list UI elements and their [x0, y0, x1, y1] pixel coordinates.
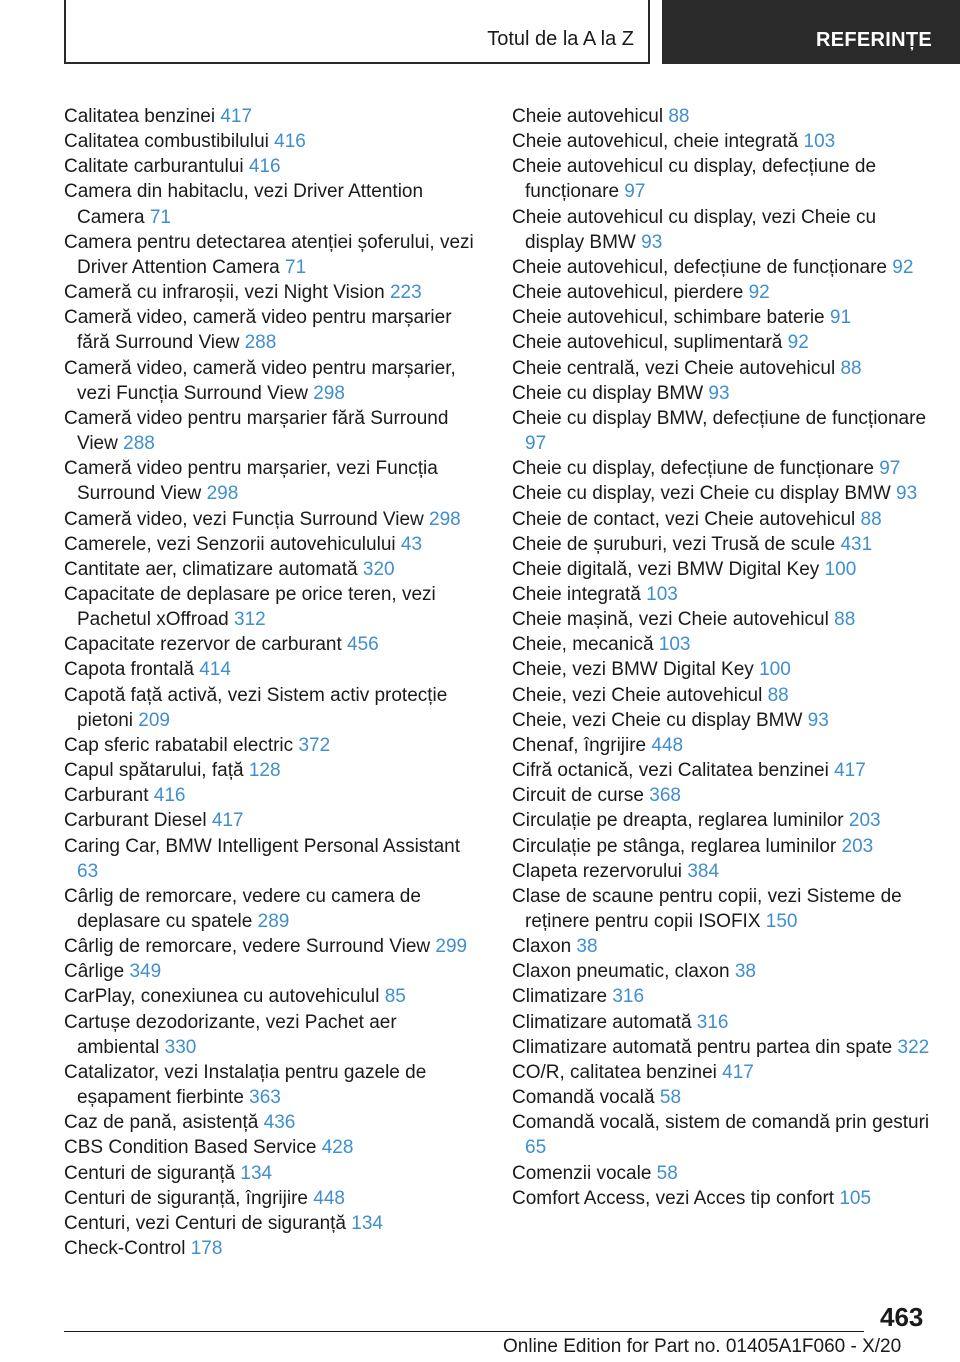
page-reference-link[interactable]: 93 — [708, 382, 730, 404]
index-term: Cheie cu display, defecțiune de funcționare — [512, 458, 880, 480]
index-term: CBS Condition Based Service — [64, 1137, 322, 1159]
index-entry — [64, 1186, 484, 1211]
index-entry — [512, 859, 932, 884]
page-reference-link[interactable]: 93 — [807, 709, 829, 731]
index-entry — [64, 456, 484, 506]
index-entry — [512, 783, 932, 808]
index-entry — [64, 356, 484, 406]
index-entry — [512, 356, 932, 381]
index-entry — [512, 1010, 932, 1035]
page-number: 463 — [880, 1302, 924, 1332]
page-reference-link[interactable]: 428 — [321, 1137, 354, 1159]
page-reference-link[interactable]: 85 — [384, 986, 406, 1008]
page-reference-link[interactable]: 203 — [841, 835, 874, 857]
index-term: Centuri de siguranță, îngrijire — [64, 1187, 314, 1209]
page-reference-link[interactable]: 100 — [759, 659, 791, 681]
index-term: Cameră video, cameră video pentru marșarier fără Surround View — [64, 307, 452, 354]
page-reference-link[interactable]: 417 — [220, 106, 253, 127]
page-reference-link[interactable]: 456 — [347, 634, 379, 656]
index-entry — [512, 406, 932, 456]
index-term: Cheie, mecanică — [512, 634, 659, 656]
index-entry — [64, 783, 484, 808]
index-term: Cârlig de remorcare, vedere Surround View — [64, 936, 436, 958]
page-reference-link[interactable]: 316 — [612, 986, 645, 1008]
header-chapter-tab — [662, 0, 960, 64]
index-term: Cheie autovehicul, schimbare baterie — [512, 307, 830, 329]
footer-edition-text: Online Edition for Part no. 01405A1F060 - X/20 — [503, 1336, 902, 1357]
index-entry — [512, 507, 932, 532]
index-term: Circuit de curse — [512, 785, 650, 807]
page-reference-link[interactable]: 92 — [748, 282, 770, 304]
index-entry — [64, 1135, 484, 1160]
index-term: Climatizare automată — [512, 1011, 697, 1033]
index-entry — [512, 456, 932, 481]
index-entry — [512, 1035, 932, 1060]
index-entry — [64, 1010, 484, 1060]
index-entry — [64, 179, 484, 229]
index-term: Cârlig de remorcare, vedere cu camera de deplasare cu spatele — [64, 885, 421, 932]
page-reference-link[interactable]: 288 — [244, 332, 277, 354]
index-term: Cheie, vezi Cheie cu display BMW — [512, 709, 808, 731]
page-reference-link[interactable]: 299 — [435, 936, 468, 958]
index-entry — [512, 104, 932, 129]
page-reference-link[interactable]: 88 — [834, 609, 856, 631]
page-reference-link[interactable]: 384 — [687, 860, 720, 882]
index-term: Cheie autovehicul, suplimentară — [512, 332, 788, 354]
index-term: Cheie cu display BMW, defecțiune de funcționare — [512, 407, 927, 429]
page-reference-link[interactable]: 448 — [651, 734, 684, 756]
index-term: Circulație pe dreapta, reglarea luminilor — [512, 810, 849, 832]
page-reference-link[interactable]: 289 — [257, 911, 290, 932]
page-reference-link[interactable]: 298 — [313, 382, 345, 404]
index-term: Cheie, vezi BMW Digital Key — [512, 659, 760, 681]
index-term: Cheie autovehicul — [512, 106, 669, 127]
index-term: Cheie de contact, vezi Cheie autovehicul — [512, 508, 861, 530]
index-term: Cheie cu display, vezi Cheie cu display BMW — [512, 483, 897, 505]
page-reference-link[interactable]: 203 — [848, 810, 881, 832]
index-entry — [512, 330, 932, 355]
page-reference-link[interactable]: 330 — [164, 1036, 197, 1058]
index-entry — [512, 632, 932, 657]
index-term: Cheie autovehicul, cheie integrată — [512, 131, 804, 153]
index-term: Cheie autovehicul cu display, vezi Cheie cu display BMW — [512, 206, 877, 253]
index-term: Cheie autovehicul, defecțiune de funcționare — [512, 256, 893, 278]
index-entry — [512, 758, 932, 783]
page-reference-link[interactable]: 93 — [896, 483, 918, 505]
index-term: Cheie mașină, vezi Cheie autovehicul — [512, 609, 835, 631]
index-entry — [512, 280, 932, 305]
index-term: Cartușe dezodorizante, vezi Pachet aer ambiental — [64, 1011, 397, 1058]
index-term: Cameră video, cameră video pentru marșarier, vezi Funcția Surround View — [64, 357, 456, 404]
index-term: Cheie autovehicul, pierdere — [512, 282, 749, 304]
index-term: Carburant Diesel — [64, 810, 212, 832]
index-term: Cheie centrală, vezi Cheie autovehicul — [512, 357, 841, 379]
page-reference-link[interactable]: 417 — [211, 810, 244, 832]
page-reference-link[interactable]: 88 — [767, 684, 789, 706]
page-reference-link[interactable]: 178 — [190, 1238, 223, 1260]
index-entry — [512, 557, 932, 582]
page-reference-link[interactable]: 128 — [248, 760, 281, 782]
index-entry — [512, 934, 932, 959]
index-entry — [64, 154, 484, 179]
index-entry — [64, 1060, 484, 1110]
page-reference-link[interactable]: 288 — [123, 433, 155, 455]
page-reference-link[interactable]: 105 — [839, 1187, 872, 1209]
index-term: Climatizare automată pentru partea din spate — [512, 1036, 898, 1058]
index-entry — [64, 984, 484, 1009]
index-term: Cheie cu display BMW — [512, 382, 709, 404]
header-section-title: Totul de la A la Z — [487, 28, 634, 50]
index-term: Cheie integrată — [512, 583, 647, 605]
index-entry — [512, 532, 932, 557]
index-term: Cameră video pentru marșarier, vezi Funcția Surround View — [64, 458, 438, 505]
page-reference-link[interactable]: 71 — [285, 256, 307, 278]
page-reference-link[interactable]: 320 — [362, 558, 395, 580]
index-entry — [64, 758, 484, 783]
index-term: Claxon pneumatic, claxon — [512, 961, 735, 983]
index-term: Calitatea benzinei — [64, 106, 221, 127]
page-reference-link[interactable]: 417 — [834, 760, 866, 782]
page-reference-link[interactable]: 58 — [656, 1162, 678, 1184]
index-entry — [64, 959, 484, 984]
page-reference-link[interactable]: 368 — [649, 785, 681, 807]
page-reference-link[interactable]: 436 — [263, 1112, 296, 1134]
index-entry — [64, 1110, 484, 1135]
page-reference-link[interactable]: 93 — [641, 231, 663, 253]
index-term: CarPlay, conexiunea cu autovehiculul — [64, 986, 385, 1008]
page-reference-link[interactable]: 100 — [824, 558, 857, 580]
index-term: Capacitate de deplasare pe orice teren, vezi Pachetul xOffroad — [64, 583, 436, 631]
page-reference-link[interactable]: 316 — [696, 1011, 729, 1033]
index-entry — [512, 255, 932, 280]
index-term: Check-Control — [64, 1238, 191, 1260]
index-entry — [512, 205, 932, 255]
index-entry — [64, 104, 484, 129]
page-reference-link[interactable]: 150 — [765, 911, 798, 932]
page-reference-link[interactable]: 88 — [860, 508, 882, 530]
index-entry — [512, 582, 932, 607]
index-term: Cameră cu infraroșii, vezi Night Vision — [64, 282, 390, 304]
page-reference-link[interactable]: 88 — [668, 106, 690, 127]
footer-divider — [64, 1331, 864, 1332]
page-reference-link[interactable]: 448 — [313, 1187, 345, 1209]
index-entry — [64, 808, 484, 833]
index-entry — [512, 733, 932, 758]
index-term: Calitatea combustibilului — [64, 131, 275, 153]
index-term: Cap sferic rabatabil electric — [64, 734, 299, 756]
page-reference-link[interactable]: 312 — [234, 609, 266, 631]
index-term: Cheie de șuruburi, vezi Trusă de scule — [512, 533, 841, 555]
index-term: CO/R, calitatea benzinei — [512, 1061, 723, 1083]
index-entry — [512, 1186, 932, 1211]
page-reference-link[interactable]: 38 — [576, 936, 598, 958]
page-reference-link[interactable]: 91 — [829, 307, 852, 329]
index-term: Caz de pană, asistență — [64, 1112, 264, 1134]
page-reference-link[interactable]: 372 — [298, 734, 331, 756]
index-entry — [64, 934, 484, 959]
index-term: Comandă vocală, sistem de comandă prin gesturi — [512, 1112, 930, 1134]
index-entry — [512, 381, 932, 406]
index-entry — [512, 708, 932, 733]
page-reference-link[interactable]: 88 — [840, 357, 862, 379]
page-reference-link[interactable]: 416 — [274, 131, 306, 153]
index-term: Caring Car, BMW Intelligent Personal Assistant — [64, 835, 461, 857]
index-entry — [64, 230, 484, 280]
page-reference-link[interactable]: 58 — [659, 1087, 682, 1109]
page-reference-link[interactable]: 322 — [897, 1036, 930, 1058]
header-section-box — [64, 0, 650, 64]
index-entry — [512, 1085, 932, 1110]
page-reference-link[interactable]: 38 — [734, 961, 756, 983]
page-reference-link[interactable]: 92 — [787, 332, 809, 354]
index-entry — [64, 834, 484, 884]
page-reference-link[interactable]: 363 — [249, 1087, 281, 1109]
index-term: Comandă vocală — [512, 1087, 660, 1109]
index-entry — [64, 507, 484, 532]
page-reference-link[interactable]: 43 — [400, 533, 423, 555]
index-term: Carburant — [64, 785, 154, 807]
index-term: Clapeta rezervorului — [512, 860, 688, 882]
page-reference-link[interactable]: 349 — [129, 961, 162, 983]
index-entry — [64, 129, 484, 154]
index-column-left — [64, 104, 484, 1261]
index-entry — [512, 959, 932, 984]
index-entry — [512, 808, 932, 833]
index-entry — [64, 1211, 484, 1236]
index-term: Catalizator, vezi Instalația pentru gazele de eșapament fierbinte — [64, 1061, 427, 1109]
index-entry — [64, 632, 484, 657]
page-reference-link[interactable]: 134 — [240, 1162, 273, 1184]
index-term: Cifră octanică, vezi Calitatea benzinei — [512, 760, 835, 782]
page-reference-link[interactable]: 63 — [77, 860, 99, 882]
page-reference-link[interactable]: 71 — [149, 206, 171, 228]
index-term: Capotă față activă, vezi Sistem activ protecție pietoni — [64, 684, 448, 731]
index-entry — [64, 1161, 484, 1186]
index-entry — [512, 1161, 932, 1186]
page-reference-link[interactable]: 431 — [840, 533, 873, 555]
index-entry — [512, 154, 932, 204]
index-entry — [64, 406, 484, 456]
index-entry — [512, 129, 932, 154]
index-term: Cheie digitală, vezi BMW Digital Key — [512, 558, 825, 580]
index-term: Capul spătarului, față — [64, 760, 249, 782]
index-term: Comfort Access, vezi Acces tip confort — [512, 1187, 840, 1209]
index-term: Cheie, vezi Cheie autovehicul — [512, 684, 768, 706]
index-term: Comenzii vocale — [512, 1162, 657, 1184]
index-entry — [64, 582, 484, 632]
page-reference-link[interactable]: 223 — [389, 282, 422, 304]
page-reference-link[interactable]: 416 — [248, 156, 281, 178]
index-entry — [64, 532, 484, 557]
index-entry — [512, 984, 932, 1009]
index-entry — [64, 305, 484, 355]
index-term: Clase de scaune pentru copii, vezi Sisteme de reținere pentru copii ISOFIX — [512, 885, 902, 932]
index-column-right — [512, 104, 932, 1211]
index-term: Calitate carburantului — [64, 156, 249, 178]
index-term: Cantitate aer, climatizare automată — [64, 558, 363, 580]
page-reference-link[interactable]: 103 — [658, 634, 691, 656]
page-reference-link[interactable]: 65 — [525, 1137, 547, 1159]
index-term: Centuri, vezi Centuri de siguranță — [64, 1212, 352, 1234]
page-reference-link[interactable]: 416 — [153, 785, 186, 807]
index-entry — [64, 733, 484, 758]
index-entry — [64, 557, 484, 582]
index-term: Cameră video pentru marșarier fără Surround View — [64, 407, 449, 455]
index-entry — [512, 834, 932, 859]
index-entry — [512, 1060, 932, 1085]
index-entry — [512, 305, 932, 330]
page-reference-link[interactable]: 209 — [138, 709, 170, 731]
index-term: Capota frontală — [64, 659, 200, 681]
page-reference-link[interactable]: 103 — [646, 583, 678, 605]
index-term: Climatizare — [512, 986, 613, 1008]
page-reference-link[interactable]: 97 — [624, 181, 646, 203]
index-entry — [512, 1110, 932, 1160]
index-entry — [64, 683, 484, 733]
page-reference-link[interactable]: 103 — [803, 131, 836, 153]
page-reference-link[interactable]: 97 — [879, 458, 901, 480]
page-reference-link[interactable]: 417 — [722, 1061, 754, 1083]
index-term: Cheie autovehicul cu display, defecțiune de funcționare — [512, 156, 877, 203]
page-reference-link[interactable]: 134 — [351, 1212, 383, 1234]
page-reference-link[interactable]: 298 — [206, 483, 239, 505]
index-entry — [512, 884, 932, 934]
index-entry — [64, 1236, 484, 1261]
index-term: Capacitate rezervor de carburant — [64, 634, 348, 656]
page-reference-link[interactable]: 92 — [892, 256, 914, 278]
index-term: Circulație pe stânga, reglarea luminilor — [512, 835, 842, 857]
index-entry — [512, 481, 932, 506]
index-entry — [512, 657, 932, 682]
index-term: Camerele, vezi Senzorii autovehiculului — [64, 533, 401, 555]
index-entry — [64, 657, 484, 682]
index-term: Centuri de siguranță — [64, 1162, 241, 1184]
index-term: Claxon — [512, 936, 577, 958]
index-entry — [512, 607, 932, 632]
index-entry — [64, 884, 484, 934]
header-chapter-label: REFERINȚE — [816, 29, 933, 51]
index-term: Cârlige — [64, 961, 130, 983]
index-term: Chenaf, îngrijire — [512, 734, 652, 756]
page-reference-link[interactable]: 298 — [429, 508, 461, 530]
index-term: Camera din habitaclu, vezi Driver Attention Camera — [64, 181, 424, 228]
page-reference-link[interactable]: 414 — [199, 659, 231, 681]
index-entry — [512, 683, 932, 708]
page-reference-link[interactable]: 97 — [525, 433, 547, 455]
index-term: Cameră video, vezi Funcția Surround View — [64, 508, 430, 530]
index-entry — [64, 280, 484, 305]
index-term: Camera pentru detectarea atenției șoferului, vezi Driver Attention Camera — [64, 231, 474, 278]
